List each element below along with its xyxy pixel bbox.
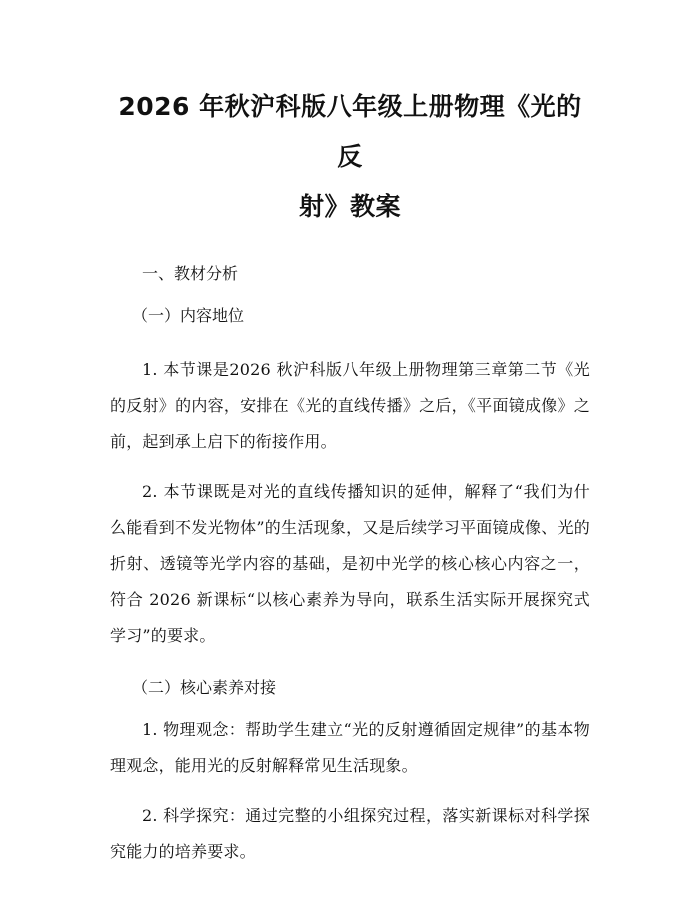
document-title-line-1: 2026 年秋沪科版八年级上册物理《光的反: [118, 92, 582, 171]
paragraph-content-position-1: 1. 本节课是2026 秋沪科版八年级上册物理第三章第二节《光的反射》的内容，安排在《光的直线传播》之后，《平面镜成像》之前，起到承上启下的衔接作用。: [110, 360, 590, 451]
paragraph-content-position-2: 2. 本节课既是对光的直线传播知识的延伸，解释了“我们为什么能看到不发光物体”的生活现象，又是后续学习平面镜成像、光的折射、透镜等光学内容的基础，是初中光学的核心核心内容之一，符合 2026 新课标“以核心素养为导向，联系生活实际开展探究式学习”的要求。: [110, 482, 590, 645]
document-title: [110, 82, 590, 232]
section-heading-textbook-analysis: 一、教材分析: [142, 264, 239, 283]
paragraph-core-literacy-1: 1. 物理观念：帮助学生建立“光的反射遵循固定规律”的基本物理观念，能用光的反射解释常见生活现象。: [110, 720, 590, 775]
subsection-heading-content-position: （一）内容地位: [132, 306, 245, 325]
document-title-line-2: 射》教案: [298, 192, 401, 221]
subsection-heading-core-literacy: （二）核心素养对接: [132, 678, 277, 697]
paragraph-core-literacy-2: 2. 科学探究：通过完整的小组探究过程，落实新课标对科学探究能力的培养要求。: [110, 806, 590, 861]
